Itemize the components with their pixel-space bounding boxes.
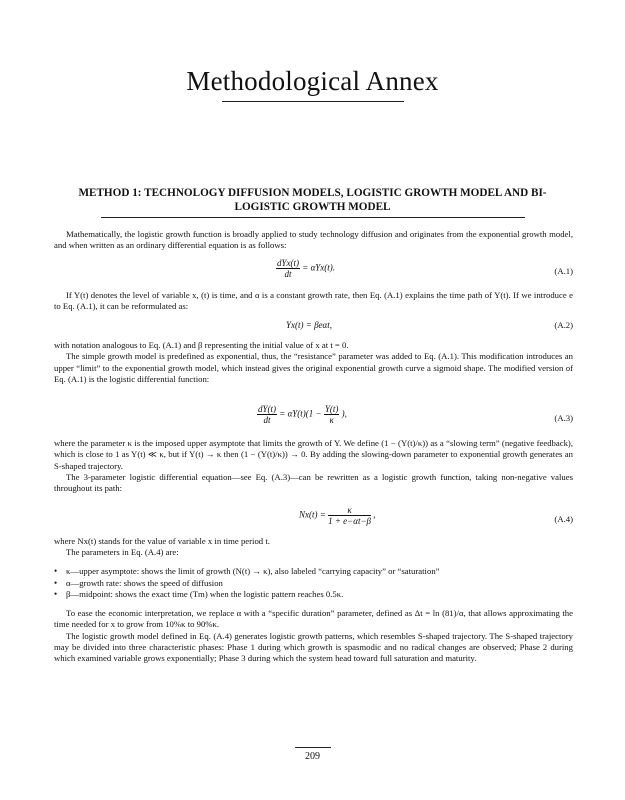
numerator: dYx(t) — [277, 258, 299, 268]
paragraph: Mathematically, the logistic growth function is broadly applied to study technology diffusion and originates from the exponential growth model, and when written as an ordinary differential equation is as follows: — [54, 229, 573, 251]
paragraph-3-block — [54, 340, 573, 385]
equation-label: (A.2) — [554, 320, 573, 330]
equation-lhs: Nx(t) = — [299, 509, 326, 520]
equation-a1 — [54, 258, 573, 288]
equation-a2 — [54, 320, 573, 334]
paragraph: The parameters in Eq. (A.4) are: — [66, 547, 179, 558]
method-title: METHOD 1: TECHNOLOGY DIFFUSION MODELS, LOGISTIC GROWTH MODEL AND BI-LOGISTIC GROWTH MODEL — [78, 187, 547, 213]
paragraph: The logistic growth model defined in Eq. (A.4) generates logistic growth patterns, which resembles S-shaped trajectory. The S-shaped trajectory may be divided into three characteristic phases: Phase 1 during which growth is spasmodic and no radical changes are observed; Phase 2 during which examined variable grows exponentially; Phase 3 during which the system head toward full saturation and maturity. — [54, 630, 573, 664]
paragraph-1-block — [54, 229, 573, 252]
equation-label: (A.1) — [554, 266, 573, 276]
paragraph-7-block — [54, 608, 573, 664]
list-item: • κ—upper asymptote: shows the limit of growth (N(t) → κ), also labeled “carrying capacity” or “saturation” — [54, 566, 573, 578]
fraction — [324, 404, 340, 425]
denominator: dt — [263, 415, 271, 425]
footer-rule — [295, 747, 331, 748]
paragraph: To ease the economic interpretation, we replace α with a “specific duration” parameter, defined as Δt = ln (81)/α, that allows approximating the time needed for x to grow from 10%κ to 90%κ. — [54, 608, 573, 630]
equation-a3 — [54, 404, 573, 434]
list-item: • β—midpoint: shows the exact time (Tm) when the logistic pattern reaches 0.5κ. — [54, 589, 573, 601]
list-item: • α—growth rate: shows the speed of diffusion — [54, 578, 573, 590]
numerator: Y(t) — [324, 404, 339, 414]
numerator: κ — [328, 505, 371, 516]
paragraph: The 3-parameter logistic differential equation—see Eq. (A.3)—can be rewritten as a logistic growth function, taking non-negative values throughout its path: — [54, 471, 573, 494]
denominator: 1 + e−αt−β — [328, 516, 371, 526]
numerator: dY(t) — [258, 404, 276, 414]
title-underline — [222, 101, 404, 102]
paragraph: with notation analogous to Eq. (A.1) and β representing the initial value of x at t = 0. — [54, 340, 349, 350]
denominator: κ — [329, 415, 334, 425]
equation-rhs-start: = αY(t)(1 − — [279, 408, 322, 419]
parameter-list — [54, 566, 573, 601]
fraction — [257, 404, 277, 425]
denominator: dt — [284, 269, 292, 279]
paragraph: where the parameter κ is the imposed upper asymptote that limits the growth of Y. We define (1 − (Y(t)/κ)) as a “slowing term” (negative feedback), which is close to 1 as Y(t) ≪ κ, but if Y(t) → κ then (1 − (Y(t)/κ)) → 0. By adding the slowing-down parameter to exponential growth generates an S-shaped trajectory. — [54, 438, 573, 471]
method-title-underline — [101, 217, 525, 218]
equation-a4 — [54, 505, 573, 535]
paragraph-2-block — [54, 290, 573, 313]
fraction — [328, 505, 371, 526]
paragraph-4-block — [54, 438, 573, 494]
paragraph: where Nx(t) stands for the value of variable x in time period t. — [54, 536, 270, 546]
paragraph: The simple growth model is predefined as exponential, thus, the “resistance” parameter was added to Eq. (A.1). This modification introduces an upper “limit” to the exponential growth model, which instead gives the original exponential growth curve a sigmoid shape. The modified version of Eq. (A.1) is the logistic differential function: — [54, 351, 573, 384]
paragraph: If Y(t) denotes the level of variable x, (t) is time, and α is a constant growth rate, then Eq. (A.1) explains the time path of Y(t). If we introduce e to Eq. (A.1), it can be reformulated as: — [54, 290, 573, 312]
equation-expression: Yx(t) = βeαt, — [286, 320, 333, 330]
equation-rhs-end: , — [373, 509, 376, 520]
annex-title: Methodological Annex — [186, 66, 439, 96]
equation-rhs: = αYx(t). — [302, 262, 336, 273]
equation-label: (A.4) — [554, 514, 573, 524]
equation-label: (A.3) — [554, 413, 573, 423]
equation-rhs-end: ), — [341, 408, 347, 419]
fraction — [276, 258, 300, 279]
paragraph-6-block — [54, 536, 573, 559]
page-number: 209 — [305, 751, 320, 762]
